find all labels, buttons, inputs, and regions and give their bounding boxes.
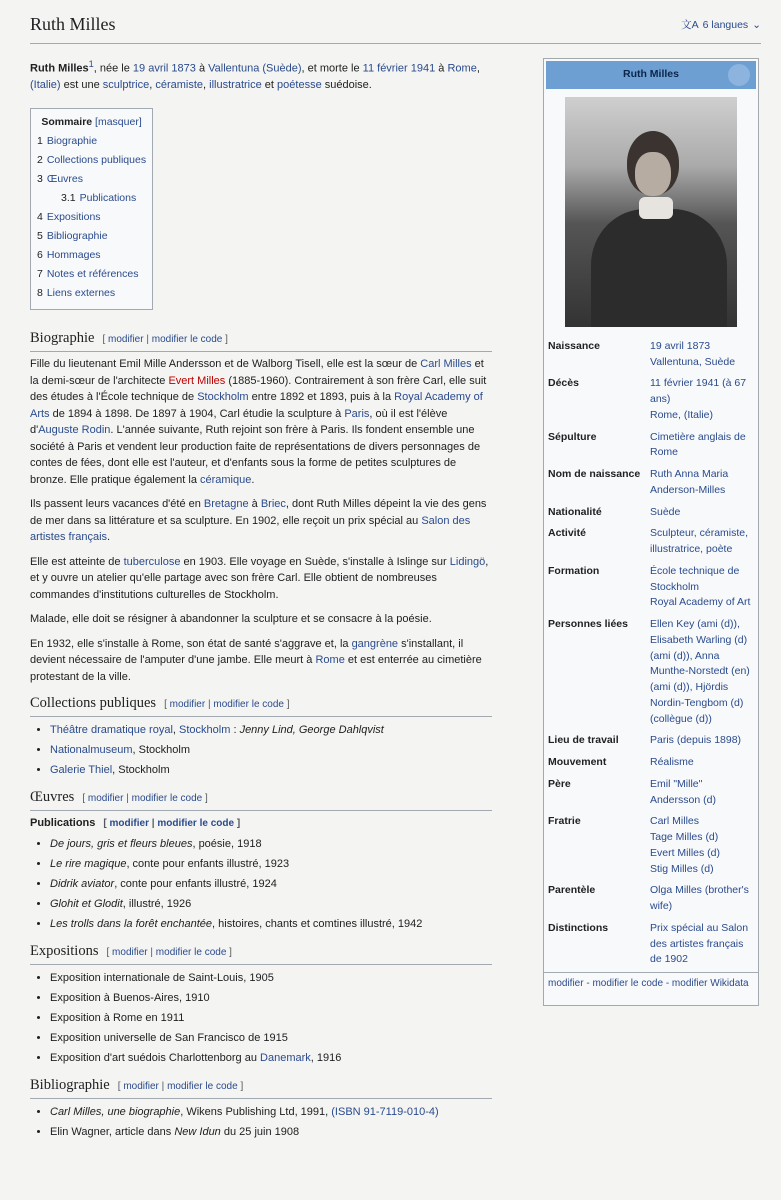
infobox-row	[544, 503, 758, 525]
link-lidingo[interactable]: Lidingö	[449, 555, 486, 568]
link-rome[interactable]: Rome	[447, 62, 477, 75]
infobox-value[interactable]: 19 avril 1873 Vallentuna, Suède	[650, 339, 736, 368]
text-fragment: [	[103, 817, 107, 829]
infobox-label: Nationalité	[548, 505, 602, 518]
publication-title: Didrik aviator	[50, 878, 115, 891]
section-oeuvres	[30, 787, 492, 811]
link-italie[interactable]: (Italie)	[30, 79, 61, 92]
infobox-footer[interactable]	[544, 972, 758, 1005]
toc-number: 8	[37, 287, 43, 300]
infobox-title-text: Ruth Milles	[622, 68, 679, 80]
infobox-row	[544, 337, 758, 375]
infobox-row	[544, 374, 758, 427]
text-fragment: ]	[240, 1080, 244, 1092]
ref-1[interactable]: 1	[88, 59, 94, 69]
edit-links	[82, 793, 207, 804]
edit-code-button[interactable]: modifier le code	[157, 817, 235, 829]
edit-code-button[interactable]: modifier le code	[155, 947, 227, 959]
exposition-text: Exposition à Buenos-Aires, 1910	[50, 991, 210, 1004]
isbn-link[interactable]: (ISBN 91-7119-010-4)	[331, 1105, 439, 1118]
infobox-label: Père	[548, 777, 571, 790]
text-fragment: et	[261, 79, 278, 92]
infobox-title	[546, 61, 756, 89]
infobox-row	[544, 812, 758, 881]
text-fragment: s'installant, il devient nécessaire de l'amputer d'une jambe. Elle meurt à	[30, 637, 464, 667]
text-fragment: [	[164, 699, 167, 711]
toc-item[interactable]	[37, 151, 146, 170]
infobox-row	[544, 615, 758, 731]
toc-item[interactable]	[37, 265, 146, 284]
infobox-value[interactable]: 11 février 1941 (à 67 ans) Rome, (Italie)	[650, 377, 747, 421]
text-fragment: [	[102, 334, 106, 346]
infobox-value[interactable]: Ellen Key (ami (d)), Elisabeth Warling (d) (ami (d)), Anna Munthe-Norstedt (en) (ami (d)), Hjördis Nordin-Tengbom (d) (collègue (d))	[650, 618, 750, 725]
collection-rest: , Stockholm	[112, 763, 170, 776]
link-stockholm[interactable]: Stockholm	[197, 391, 249, 404]
text-fragment: .	[107, 531, 111, 544]
section-collections	[30, 693, 492, 717]
collection-rest: , Stockholm	[132, 743, 191, 756]
toc-title: Sommaire	[41, 115, 93, 128]
list-item	[50, 915, 492, 933]
biblio-details: du 25 juin 1908	[220, 1125, 300, 1138]
toc-item[interactable]	[37, 246, 146, 265]
link-bretagne[interactable]: Bretagne	[203, 498, 249, 511]
text-fragment: En 1932, elle s'installe à Rome, son état de santé s'aggrave et, la	[30, 637, 352, 650]
edit-button[interactable]: modifier	[169, 699, 206, 711]
infobox-value[interactable]: Olga Milles (brother's wife)	[650, 884, 749, 912]
link-paris[interactable]: Paris	[344, 407, 370, 420]
text-fragment: , et y ouvre un atelier qu'elle partage avec son frère Carl. Elle obtient de nombreuses commandes d'institutions culturelles de Stockholm.	[30, 555, 489, 601]
text-fragment: .	[251, 473, 255, 486]
biblio-details: , Wikens Publishing Ltd, 1991,	[180, 1105, 332, 1118]
link-poetesse[interactable]: poétesse	[277, 79, 322, 92]
text-fragment: , dont Ruth Milles dépeint la vie des gens de mer dans sa littérature et sa sculpture. En 1902, elle reçoit un prix spécial au	[30, 498, 487, 527]
toc-item[interactable]	[37, 132, 146, 151]
edit-code-button[interactable]: modifier le code	[167, 1080, 238, 1092]
publications-list	[50, 835, 492, 933]
infobox-label: Sépulture	[548, 430, 597, 443]
toc-number: 3.1	[61, 192, 76, 205]
toc-hide-button[interactable]: [masquer]	[95, 115, 142, 128]
text-fragment: Œuvres	[30, 788, 75, 805]
text-fragment: |	[161, 1080, 165, 1092]
exposition-link[interactable]: Danemark	[260, 1051, 311, 1064]
edit-links	[106, 947, 231, 958]
text-fragment: suédoise.	[321, 79, 372, 92]
toc-number: 6	[37, 249, 43, 262]
bio-paragraph-5	[30, 636, 492, 686]
biblio-pre: Elin Wagner, article dans	[50, 1125, 175, 1138]
publication-details: , conte pour enfants illustré, 1924	[114, 878, 277, 891]
text-fragment: |	[207, 699, 211, 711]
translate-icon: 文A	[681, 19, 699, 32]
infobox-label: Nom de naissance	[548, 468, 641, 480]
infobox-value[interactable]: Cimetière anglais de Rome	[650, 430, 746, 459]
text-fragment: ]	[236, 817, 241, 829]
toc-link[interactable]: Publications	[79, 192, 137, 205]
infobox-value[interactable]: Sculpteur, céramiste, illustratrice, poète	[650, 527, 749, 555]
toc-number: 7	[37, 268, 43, 281]
infobox-rows	[544, 337, 758, 972]
section-expositions	[30, 941, 492, 965]
collection-works: Jenny Lind, George Dahlqvist	[239, 723, 384, 736]
text-fragment: Elle est atteinte de	[30, 555, 124, 568]
infobox-row	[544, 775, 758, 813]
infobox-label: Formation	[548, 564, 600, 577]
text-fragment: |	[126, 792, 129, 804]
toc-number: 3	[37, 173, 43, 186]
infobox-row	[544, 524, 758, 562]
text-fragment: [	[82, 792, 86, 804]
text-fragment: à	[248, 498, 261, 511]
link-illustratrice[interactable]: illustratrice	[209, 79, 262, 92]
infobox-value[interactable]: Suède	[650, 505, 681, 518]
list-item	[50, 1029, 492, 1047]
toc-number: 2	[37, 154, 43, 167]
list-item	[50, 741, 492, 759]
publication-title: Le rire magique	[50, 858, 127, 871]
exposition-text: Exposition d'art suédois Charlottenborg au	[50, 1051, 261, 1064]
infobox-value[interactable]: Réalisme	[650, 756, 694, 768]
toc-link[interactable]: Notes et références	[46, 268, 139, 281]
link-suede[interactable]: (Suède)	[262, 62, 302, 75]
text-fragment: Biographie	[30, 330, 95, 347]
text-fragment: (1885-1960). Contrairement à son frère Carl, elle suit des études à l'École technique de	[30, 374, 487, 404]
list-item	[50, 895, 492, 913]
infobox	[543, 58, 759, 1006]
edit-links	[164, 699, 289, 710]
edit-button[interactable]: modifier	[109, 817, 149, 829]
language-button[interactable]	[681, 18, 761, 34]
section-publications	[30, 815, 492, 832]
text-fragment: [	[106, 947, 110, 959]
infobox-label: Personnes liées	[548, 618, 628, 630]
link-evert-milles[interactable]: Evert Milles	[168, 374, 226, 387]
infobox-row	[544, 881, 758, 919]
bio-paragraph-4: Malade, elle doit se résigner à abandonner la sculpture et se consacre à la poésie.	[30, 613, 432, 626]
biblio-title: Carl Milles, une biographie	[50, 1105, 181, 1118]
edit-code-button[interactable]: modifier le code	[151, 334, 223, 346]
globe-icon	[728, 64, 750, 86]
list-item	[50, 855, 492, 873]
toc-link[interactable]: Collections publiques	[46, 154, 147, 167]
infobox-label: Parentèle	[548, 884, 596, 897]
main-column	[30, 58, 492, 1141]
text-fragment: et est enterrée au cimetière protestant de la ville.	[30, 654, 482, 683]
list-item: • Théâtre dramatique royal, Stockholm : Jenny Lind, George Dahlqvist	[50, 721, 492, 739]
text-fragment: Publications	[30, 816, 96, 829]
toc-item[interactable]	[37, 170, 146, 189]
collection-city-link[interactable]: Stockholm	[179, 723, 231, 736]
bio-paragraph-3	[30, 554, 492, 604]
title-row	[30, 0, 761, 44]
subject-name: Ruth Milles	[30, 62, 89, 75]
publication-title: Les trolls dans la forêt enchantée	[50, 918, 213, 931]
edit-links	[118, 1081, 243, 1092]
bio-paragraph-1	[30, 356, 492, 488]
text-fragment: Expositions	[30, 943, 99, 960]
edit-links	[103, 818, 240, 829]
text-fragment: , où il est l'élève d'	[30, 407, 448, 437]
bibliographie-list	[50, 1103, 492, 1141]
infobox-value[interactable]: Prix spécial au Salon des artistes français de 1902	[650, 921, 749, 966]
publication-details: , conte pour enfants illustré, 1923	[126, 858, 290, 871]
infobox-value[interactable]: Paris (depuis 1898)	[650, 734, 742, 747]
text-fragment: à	[195, 62, 209, 75]
portrait-photo[interactable]	[565, 97, 737, 327]
bio-paragraph-2	[30, 496, 492, 546]
infobox-edit-links[interactable]: modifier - modifier le code - modifier Wikidata	[548, 978, 749, 989]
infobox-value[interactable]: Emil "Mille" Andersson (d)	[650, 777, 716, 806]
toc-link[interactable]: Liens externes	[46, 287, 116, 300]
infobox-row	[544, 465, 758, 503]
exposition-text: Exposition à Rome en 1911	[50, 1011, 185, 1024]
infobox-value[interactable]: Carl Milles Tage Milles (d) Evert Milles (d) Stig Milles (d)	[650, 815, 721, 875]
text-fragment: [	[117, 1080, 121, 1092]
text-fragment: |	[150, 947, 154, 959]
text-fragment: Collections publiques	[30, 695, 157, 712]
text-fragment: Fille du lieutenant Emil Mille Andersson et de Walborg Tisell, elle est la sœur de	[30, 358, 421, 371]
list-item	[50, 969, 492, 987]
exposition-text: Exposition universelle de San Francisco de 1915	[50, 1031, 288, 1044]
infobox-label: Décès	[548, 377, 579, 390]
text-fragment: , et morte le	[301, 62, 363, 75]
text-fragment: entre 1892 et 1893, puis à la	[248, 391, 395, 404]
list-item	[50, 875, 492, 893]
infobox-row	[544, 428, 758, 466]
link-tuberculose[interactable]: tuberculose	[123, 555, 181, 568]
text-fragment: Bibliographie	[30, 1076, 110, 1093]
collection-link[interactable]: Nationalmuseum	[50, 743, 133, 756]
toc-number: 4	[37, 211, 43, 224]
text-fragment: , née le	[93, 62, 133, 75]
text-fragment: à	[435, 62, 448, 75]
toc-item[interactable]	[37, 284, 146, 303]
infobox-label: Naissance	[548, 339, 600, 352]
biblio-title: New Idun	[174, 1125, 221, 1138]
toc-list	[37, 132, 146, 303]
link-royal-academy[interactable]: Royal Academy of Arts	[30, 391, 483, 420]
edit-button[interactable]: modifier	[112, 947, 148, 959]
text-fragment: de 1894 à 1898. De 1897 à 1904, Carl étudie la sculpture à	[49, 407, 345, 420]
toc-link[interactable]: Œuvres	[46, 173, 84, 186]
section-bibliographie	[30, 1075, 492, 1099]
publication-details: , illustré, 1926	[122, 898, 192, 911]
publication-title: Glohit et Glodit	[50, 898, 123, 911]
edit-button[interactable]: modifier	[123, 1080, 159, 1092]
infobox-label: Fratrie	[548, 815, 581, 828]
link-deathdate[interactable]: 11 février 1941	[362, 62, 436, 75]
edit-code-button[interactable]: modifier le code	[213, 699, 284, 711]
text-fragment: ]	[205, 792, 208, 804]
list-item	[50, 989, 492, 1007]
toc-item[interactable]	[37, 189, 146, 208]
intro-paragraph: Ruth Milles$^1$, née le 19 avril 1873 à Vallentuna (Suède), et morte le 11 février 1941 à Rome, (Italie) est une sculptrice, céramiste, illustratrice et poétesse suédoise.	[30, 59, 480, 92]
page-title: Ruth Milles	[30, 14, 116, 34]
link-salon[interactable]: Salon des artistes français	[30, 514, 471, 544]
list-item	[50, 1049, 492, 1067]
article-content	[30, 58, 761, 1141]
toc-link[interactable]: Expositions	[46, 211, 101, 224]
infobox-row	[544, 753, 758, 775]
text-fragment: ]	[286, 699, 290, 711]
expositions-list	[50, 969, 492, 1067]
edit-code-button[interactable]: modifier le code	[131, 792, 203, 804]
infobox-row	[544, 731, 758, 753]
publication-details: , poésie, 1918	[192, 838, 262, 851]
text-fragment: |	[146, 334, 149, 346]
text-fragment: ]	[229, 947, 232, 959]
text-fragment: . L'année suivante, Ruth rejoint son frère à Paris. Ils fondent ensemble une société à Paris et vendent leur production faite de représentations de divers personnages de contes de fées, dont elle est l'auteur, et d'enfants sous la forme de petites sculptures de bronze. Elle pratique également la	[30, 424, 481, 486]
section-biographie	[30, 328, 492, 352]
infobox-value[interactable]: École technique de Stockholm Royal Academy of Art	[650, 564, 751, 609]
link-gangrene[interactable]: gangrène	[351, 637, 399, 650]
text-fragment: est une	[60, 79, 103, 92]
exposition-rest: , 1916	[310, 1051, 342, 1064]
table-of-contents	[30, 108, 153, 311]
list-item	[50, 1103, 492, 1121]
infobox-row	[544, 562, 758, 615]
list-item	[50, 1123, 492, 1141]
text-fragment: en 1903. Elle voyage en Suède, s'installe à Islinge sur	[180, 555, 450, 568]
toc-link[interactable]: Bibliographie	[46, 230, 108, 243]
publication-title: De jours, gris et fleurs bleues	[50, 838, 193, 851]
link-vallentuna[interactable]: Vallentuna	[208, 62, 260, 75]
link-rome-2[interactable]: Rome	[315, 654, 345, 667]
list-item	[50, 1009, 492, 1027]
collections-list	[50, 721, 492, 779]
language-count: 6 langues	[702, 19, 749, 32]
link-briec[interactable]: Briec	[260, 498, 286, 511]
publication-details: , histoires, chants et comtines illustré, 1942	[212, 918, 423, 931]
infobox-label: Lieu de travail	[548, 734, 619, 747]
infobox-label: Activité	[548, 527, 586, 540]
toc-item[interactable]	[37, 208, 146, 227]
collection-link[interactable]: Galerie Thiel	[50, 763, 113, 776]
link-ceramiste[interactable]: céramiste	[155, 79, 204, 92]
toc-link[interactable]: Biographie	[46, 135, 98, 148]
toc-item[interactable]	[37, 227, 146, 246]
text-fragment: |	[151, 817, 155, 829]
toc-link[interactable]: Hommages	[46, 249, 101, 262]
chevron-down-icon: ⌄	[752, 19, 761, 32]
text-fragment: et la demi-sœur de l'architecte	[30, 358, 484, 387]
collection-rest: :	[230, 723, 240, 736]
collection-link[interactable]: Théâtre dramatique royal	[50, 723, 173, 736]
list-item	[50, 835, 492, 853]
infobox-label: Distinctions	[548, 921, 609, 934]
list-item	[50, 761, 492, 779]
link-ceramique[interactable]: céramique	[200, 473, 252, 486]
link-birthdate[interactable]: 19 avril 1873	[132, 62, 196, 75]
infobox-label: Mouvement	[548, 756, 607, 768]
text-fragment: Ils passent leurs vacances d'été en	[30, 498, 204, 511]
edit-links	[102, 334, 227, 345]
edit-button[interactable]: modifier	[87, 792, 124, 804]
toc-number: 1	[37, 135, 43, 148]
exposition-text: Exposition internationale de Saint-Louis, 1905	[50, 971, 274, 984]
infobox-value[interactable]: Ruth Anna Maria Anderson-Milles	[650, 468, 729, 496]
edit-button[interactable]: modifier	[108, 334, 144, 346]
link-carl-milles[interactable]: Carl Milles	[420, 358, 472, 371]
link-sculptrice[interactable]: sculptrice	[102, 79, 150, 92]
text-fragment: ]	[225, 334, 228, 346]
link-rodin[interactable]: Auguste Rodin	[38, 424, 111, 437]
infobox-row	[544, 919, 758, 972]
toc-number: 5	[37, 230, 43, 243]
